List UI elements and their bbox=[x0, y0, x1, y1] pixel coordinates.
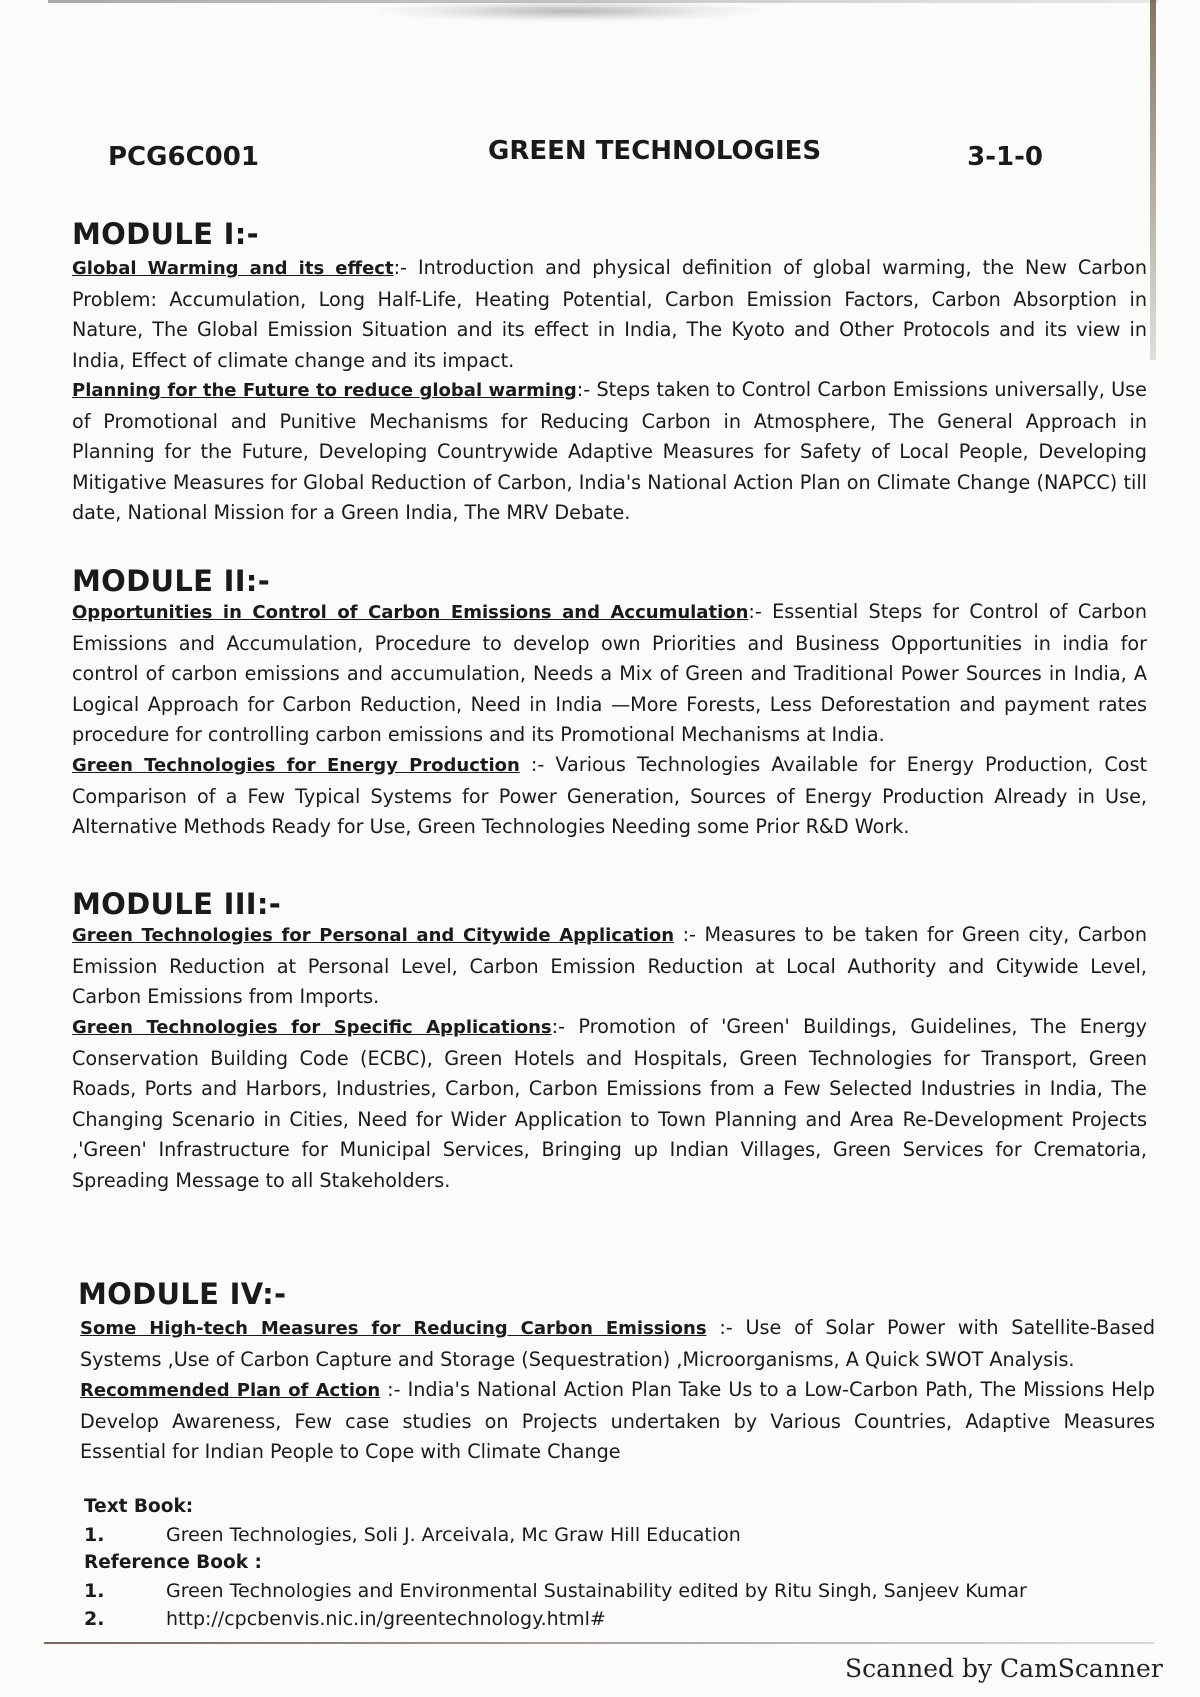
scan-smudge bbox=[380, 0, 760, 22]
topic-sep: :- bbox=[706, 1316, 746, 1339]
text-book-label: Text Book: bbox=[84, 1496, 194, 1517]
module-1-topic-1 bbox=[72, 253, 1147, 376]
scan-edge-right bbox=[1150, 0, 1156, 360]
topic-title: Some High-tech Measures for Reducing Carbon Emissions bbox=[80, 1318, 707, 1339]
topic-sep: :- bbox=[748, 600, 773, 623]
topic-text: Promotion of 'Green' Buildings, Guidelines, The Energy Conservation Building Code (ECBC), Green Hotels and Hospitals, Green Technologies for Transport, Green Roads, Ports and Harbors, Industries, Carbon, Carbon Emissions from a Few Selected Industries in India, The Changing Scenario in Cities, Need for Wider Application to Town Planning and Area Re-Development Projects ,'Green' Infrastructure for Municipal Services, Bringing up Indian Villages, Green Services for Crematoria, Spreading Message to all Stakeholders. bbox=[72, 1015, 1147, 1192]
course-title: GREEN TECHNOLOGIES bbox=[488, 136, 822, 166]
module-3-heading: MODULE III:- bbox=[72, 887, 282, 921]
topic-title: Green Technologies for Personal and Citywide Application bbox=[72, 925, 675, 946]
module-4-heading: MODULE IV:- bbox=[78, 1277, 287, 1311]
course-header bbox=[108, 130, 1043, 176]
text-book-item: 1. Green Technologies, Soli J. Arceivala, Mc Graw Hill Education bbox=[84, 1524, 741, 1546]
course-code: PCG6C001 bbox=[108, 142, 259, 172]
topic-title: Green Technologies for Energy Production bbox=[72, 755, 520, 776]
module-2-topic-1 bbox=[72, 597, 1147, 751]
module-2-heading: MODULE II:- bbox=[72, 564, 271, 598]
books-section bbox=[84, 1493, 1084, 1633]
topic-text: Measures to be taken for Green city, Carbon Emission Reduction at Personal Level, Carbon Emission Reduction at Local Authority and Citywide Level, Carbon Emissions from Imports. bbox=[72, 923, 1147, 1008]
module-4-topic-2 bbox=[80, 1375, 1155, 1468]
module-1-topic-2 bbox=[72, 375, 1147, 529]
course-credits: 3-1-0 bbox=[967, 142, 1043, 172]
topic-sep: :- bbox=[519, 753, 556, 776]
topic-text: Use of Solar Power with Satellite-Based Systems ,Use of Carbon Capture and Storage (Sequestration) ,Microorganisms, A Quick SWOT Analysis. bbox=[80, 1316, 1155, 1371]
topic-sep: :- bbox=[380, 1378, 408, 1401]
topic-title: Global Warming and its effect bbox=[72, 258, 394, 279]
reference-book-item: 2. http://cpcbenvis.nic.in/greentechnology.html# bbox=[84, 1608, 606, 1630]
topic-title: Opportunities in Control of Carbon Emissions and Accumulation bbox=[72, 602, 749, 623]
scan-edge-bottom bbox=[44, 1642, 1154, 1644]
module-2-topic-2 bbox=[72, 750, 1147, 843]
topic-text: Steps taken to Control Carbon Emissions universally, Use of Promotional and Punitive Mechanisms for Reducing Carbon in Atmosphere, The General Approach in Planning for the Future, Developing Countrywide Adaptive Measures for Safety of Local People, Developing Mitigative Measures for Global Reduction of Carbon, India's National Action Plan on Climate Change (NAPCC) till date, National Mission for a Green India, The MRV Debate. bbox=[72, 378, 1147, 524]
camscanner-watermark: Scanned by CamScanner bbox=[845, 1654, 1163, 1683]
topic-text: Introduction and physical definition of global warming, the New Carbon Problem: Accumulation, Long Half-Life, Heating Potential, Carbon Emission Factors, Carbon Absorption in Nature, The Global Emission Situation and its effect in India, The Kyoto and Other Protocols and its view in India, Effect of climate change and its impact. bbox=[72, 256, 1147, 372]
module-4-topic-1 bbox=[80, 1313, 1155, 1375]
module-3-topic-1 bbox=[72, 920, 1147, 1013]
reference-book-item: 1. Green Technologies and Environmental Sustainability edited by Ritu Singh, Sanjeev Kumar bbox=[84, 1580, 1027, 1602]
topic-text: India's National Action Plan Take Us to a Low-Carbon Path, The Missions Help Develop Awareness, Few case studies on Projects undertaken by Various Countries, Adaptive Measures Essential for Indian People to Cope with Climate Change bbox=[80, 1378, 1155, 1463]
topic-text: Essential Steps for Control of Carbon Emissions and Accumulation, Procedure to develop own Priorities and Business Opportunities in india for control of carbon emissions and accumulation, Needs a Mix of Green and Traditional Power Sources in India, A Logical Approach for Carbon Reduction, Need in India —More Forests, Less Deforestation and payment rates procedure for controlling carbon emissions and its Promotional Mechanisms at India. bbox=[72, 600, 1147, 746]
topic-sep: :- bbox=[393, 256, 418, 279]
module-3-topic-2 bbox=[72, 1012, 1147, 1196]
reference-link: http://cpcbenvis.nic.in/greentechnology.html# bbox=[166, 1608, 606, 1630]
topic-title: Green Technologies for Specific Applications bbox=[72, 1017, 552, 1038]
reference-book-label: Reference Book : bbox=[84, 1552, 262, 1573]
topic-sep: :- bbox=[551, 1015, 579, 1038]
topic-title: Recommended Plan of Action bbox=[80, 1380, 381, 1401]
module-1-heading: MODULE I:- bbox=[72, 217, 259, 251]
topic-sep: :- bbox=[576, 378, 597, 401]
topic-title: Planning for the Future to reduce global warming bbox=[72, 380, 577, 401]
topic-text: Various Technologies Available for Energy Production, Cost Comparison of a Few Typical Systems for Power Generation, Sources of Energy Production Already in Use, Alternative Methods Ready for Use, Green Technologies Needing some Prior R&D Work. bbox=[72, 753, 1147, 838]
topic-sep: :- bbox=[674, 923, 705, 946]
